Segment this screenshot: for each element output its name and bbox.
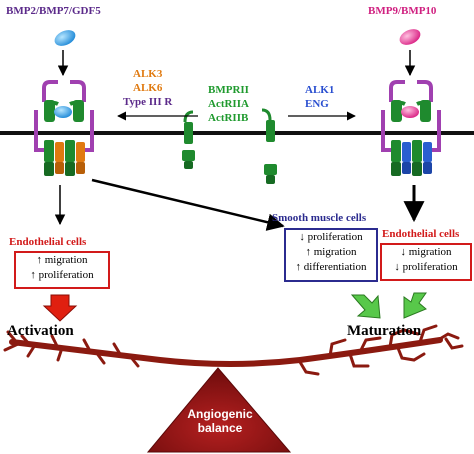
smooth-muscle-title: Smooth muscle cells (272, 212, 367, 224)
left-endothelial-effects-box (14, 251, 110, 289)
alk1-label: ALK1 (305, 84, 335, 96)
bmp2-ligand-icon (52, 27, 78, 49)
bmprii-label: BMPRII (208, 84, 249, 96)
eng-label: ENG (305, 98, 329, 110)
effect-line: ↓ proliferation (394, 261, 458, 273)
effect-line: ↑ differentiation (295, 261, 367, 273)
left-receptor-complex (36, 82, 92, 176)
effect-line: ↓ proliferation (299, 231, 363, 243)
right-receptor-complex (383, 82, 439, 176)
right-ligands-label: BMP9/BMP10 (368, 5, 437, 17)
fulcrum-line-2: balance (197, 421, 243, 435)
free-type2-receptor-right (262, 110, 277, 184)
bmp9-ligand-icon (397, 26, 423, 48)
alk6-label: ALK6 (133, 82, 163, 94)
angiogenic-balance-label (170, 407, 270, 435)
smc-maturation-arrow (352, 295, 380, 318)
activation-label: Activation (7, 323, 74, 339)
free-type2-receptor-left (182, 112, 195, 169)
effect-line: ↑ migration (36, 254, 88, 266)
actriia-label: ActRIIA (208, 98, 249, 110)
right-endothelial-title: Endothelial cells (382, 228, 460, 240)
smooth-muscle-effects-box (284, 228, 378, 282)
type3r-label: Type III R (123, 96, 173, 108)
left-endothelial-title: Endothelial cells (9, 236, 87, 248)
effect-line: ↓ migration (400, 246, 452, 258)
right-endothelial-effects-box (380, 243, 472, 281)
left-ligands-label: BMP2/BMP7/GDF5 (6, 5, 101, 17)
effect-line: ↑ migration (305, 246, 357, 258)
alk3-label: ALK3 (133, 68, 163, 80)
effect-line: ↑ proliferation (30, 269, 94, 281)
ec-maturation-arrow (404, 293, 426, 318)
fulcrum-line-1: Angiogenic (187, 407, 253, 421)
actriib-label: ActRIIB (208, 112, 249, 124)
left-complex-to-smc-arrow (92, 180, 283, 226)
activation-arrow (44, 295, 76, 321)
maturation-label: Maturation (347, 323, 422, 339)
